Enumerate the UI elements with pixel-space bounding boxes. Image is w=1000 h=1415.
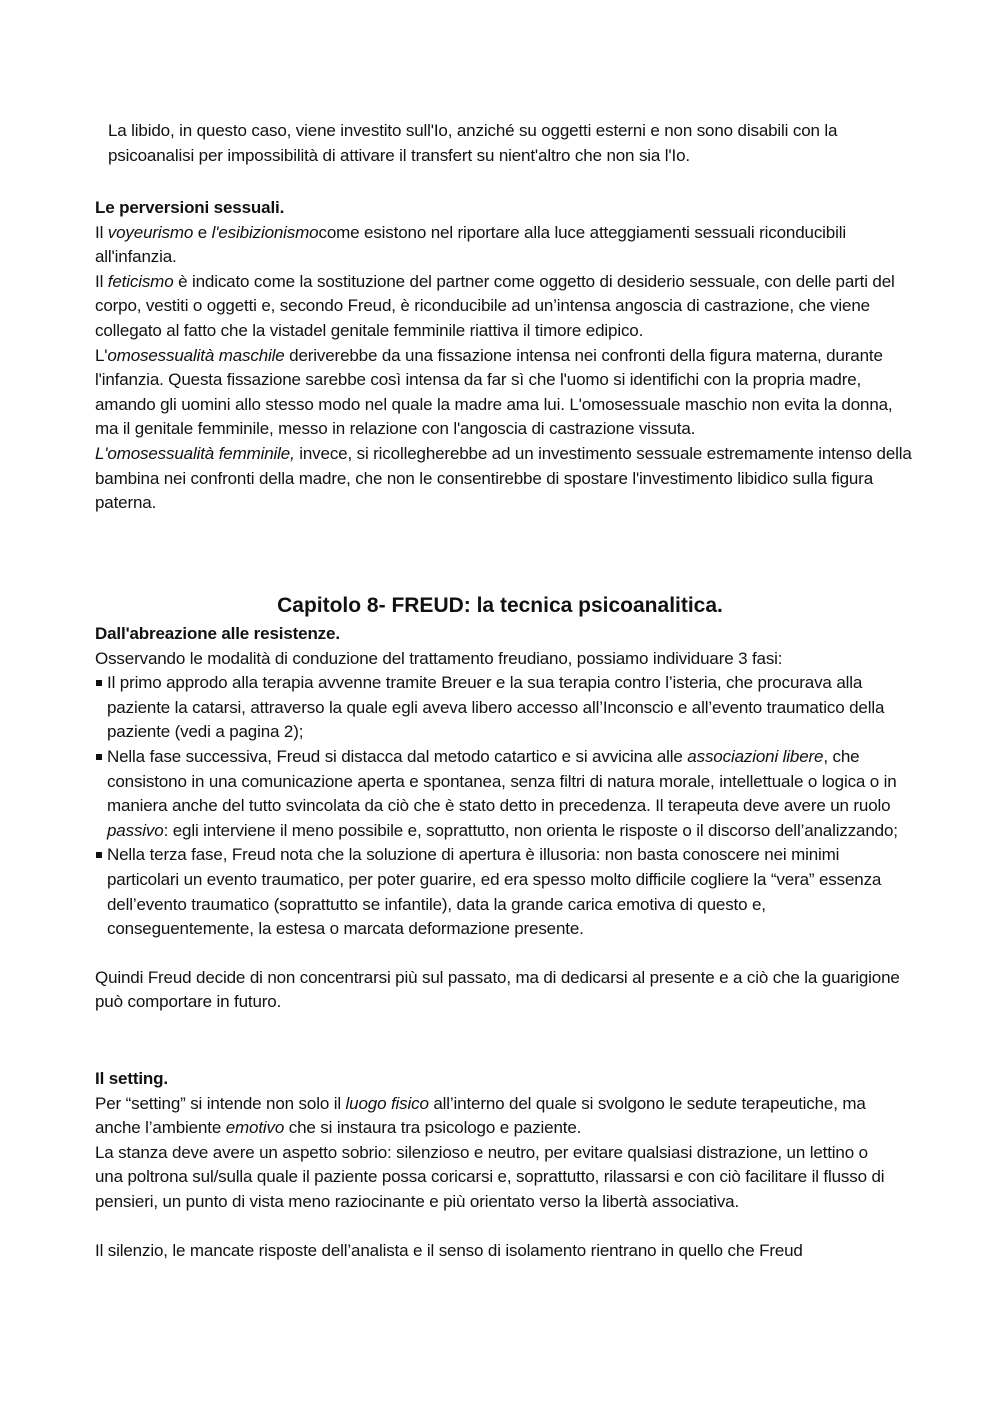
perversions-paragraph-voyeurism: Il voyeurismo e l'esibizionismocome esistono nel riportare alla luce atteggiamenti sessuali riconducibili all'infanzia. — [95, 222, 846, 267]
phases-list — [95, 671, 905, 942]
perversions-section — [95, 196, 913, 516]
chapter-title: Capitolo 8- FREUD: la tecnica psicoanalitica. — [277, 594, 723, 617]
abreaction-conclusion: Quindi Freud decide di non concentrarsi più sul passato, ma di dedicarsi al presente e a ciò che la guarigione può comportare in futuro. — [95, 967, 900, 1012]
list-item: Il primo approdo alla terapia avvenne tramite Breuer e la sua terapia contro l’isteria, che procurava alla paziente la catarsi, attraverso la quale egli aveva libero accesso all’Inconscio e all’evento traumatico della paziente (vedi a pagina 2); — [95, 671, 905, 745]
intro-section — [95, 119, 905, 168]
list-item: Nella terza fase, Freud nota che la soluzione di apertura è illusoria: non basta conoscere nei minimi particolari un evento traumatico, per poter guarire, ed era spesso molto difficile cogliere la “vera” essenza dell’evento traumatico (soprattutto se infantile), data la grande carica emotiva di questo e, conseguentemente, la estesa o marcata deformazione presente. — [95, 843, 905, 941]
perversions-paragraph-male-homosexuality: L'omosessualità maschile deriverebbe da una fissazione intensa nei confronti della figura materna, durante l'infanzia. Questa fissazione sarebbe così intensa da far sì che l'uomo si identifichi con la propria madre, amando gli uomini allo stesso modo nel quale la madre ama lui. L'omosessuale maschio non evita la donna, ma il genitale femminile, messo in relazione con l'angoscia di castrazione vissuta. — [95, 345, 893, 439]
setting-paragraph-definition: Per “setting” si intende non solo il luogo fisico all’interno del quale si svolgono le sedute terapeutiche, ma anche l’ambiente emotivo che si instaura tra psicologo e paziente. — [95, 1093, 866, 1138]
perversions-paragraph-female-homosexuality: L'omosessualità femminile, invece, si ricollegherebbe ad un investimento sessuale estremamente intenso della bambina nei confronti della madre, che non le consentirebbe di spostare l'investimento libidico sulla figura paterna. — [95, 443, 912, 513]
abreaction-section — [95, 622, 905, 1015]
perversions-paragraph-fetishism: Il feticismo è indicato come la sostituzione del partner come oggetto di desiderio sessuale, con delle parti del corpo, vestiti o oggetti e, secondo Freud, è riconducibile ad un’intensa angoscia di castrazione, che viene collegato al fatto che la vistadel genitale femminile riattiva il timore edipico. — [95, 271, 895, 340]
list-item: Nella fase successiva, Freud si distacca dal metodo catartico e si avvicina alle associazioni libere, che consistono in una comunicazione aperta e spontanea, senza filtri di natura morale, intellettuale o logica o in maniera anche del tutto svincolata da ciò che è stato detto in precedenza. Il terapeuta deve avere un ruolo passivo: egli interviene il meno possibile e, soprattutto, non orienta le risposte o il discorso dell’analizzando; — [95, 745, 905, 843]
abreaction-title: Dall'abreazione alle resistenze. — [95, 624, 340, 643]
bullet-icon — [96, 754, 102, 760]
bullet-icon — [96, 680, 102, 686]
setting-paragraph-room: La stanza deve avere un aspetto sobrio: silenzioso e neutro, per evitare qualsiasi distrazione, un lettino o una poltrona sul/sulla quale il paziente possa coricarsi e, soprattutto, rilassarsi e con ciò facilitare il flusso di pensieri, un punto di vista meno raziocinante e più orientato verso la libertà associativa. — [95, 1142, 885, 1211]
setting-paragraph-silence: Il silenzio, le mancate risposte dell’analista e il senso di isolamento rientrano in quello che Freud — [95, 1240, 803, 1260]
setting-section — [95, 1067, 895, 1263]
bullet-icon — [96, 852, 102, 858]
intro-paragraph: La libido, in questo caso, viene investito sull'Io, anziché su oggetti esterni e non sono disabili con la psicoanalisi per impossibilità di attivare il transfert su nient'altro che non sia l'Io. — [108, 121, 838, 165]
perversions-title: Le perversioni sessuali. — [95, 198, 285, 217]
abreaction-intro: Osservando le modalità di conduzione del trattamento freudiano, possiamo individuare 3 fasi: — [95, 648, 783, 668]
setting-title: Il setting. — [95, 1069, 168, 1088]
